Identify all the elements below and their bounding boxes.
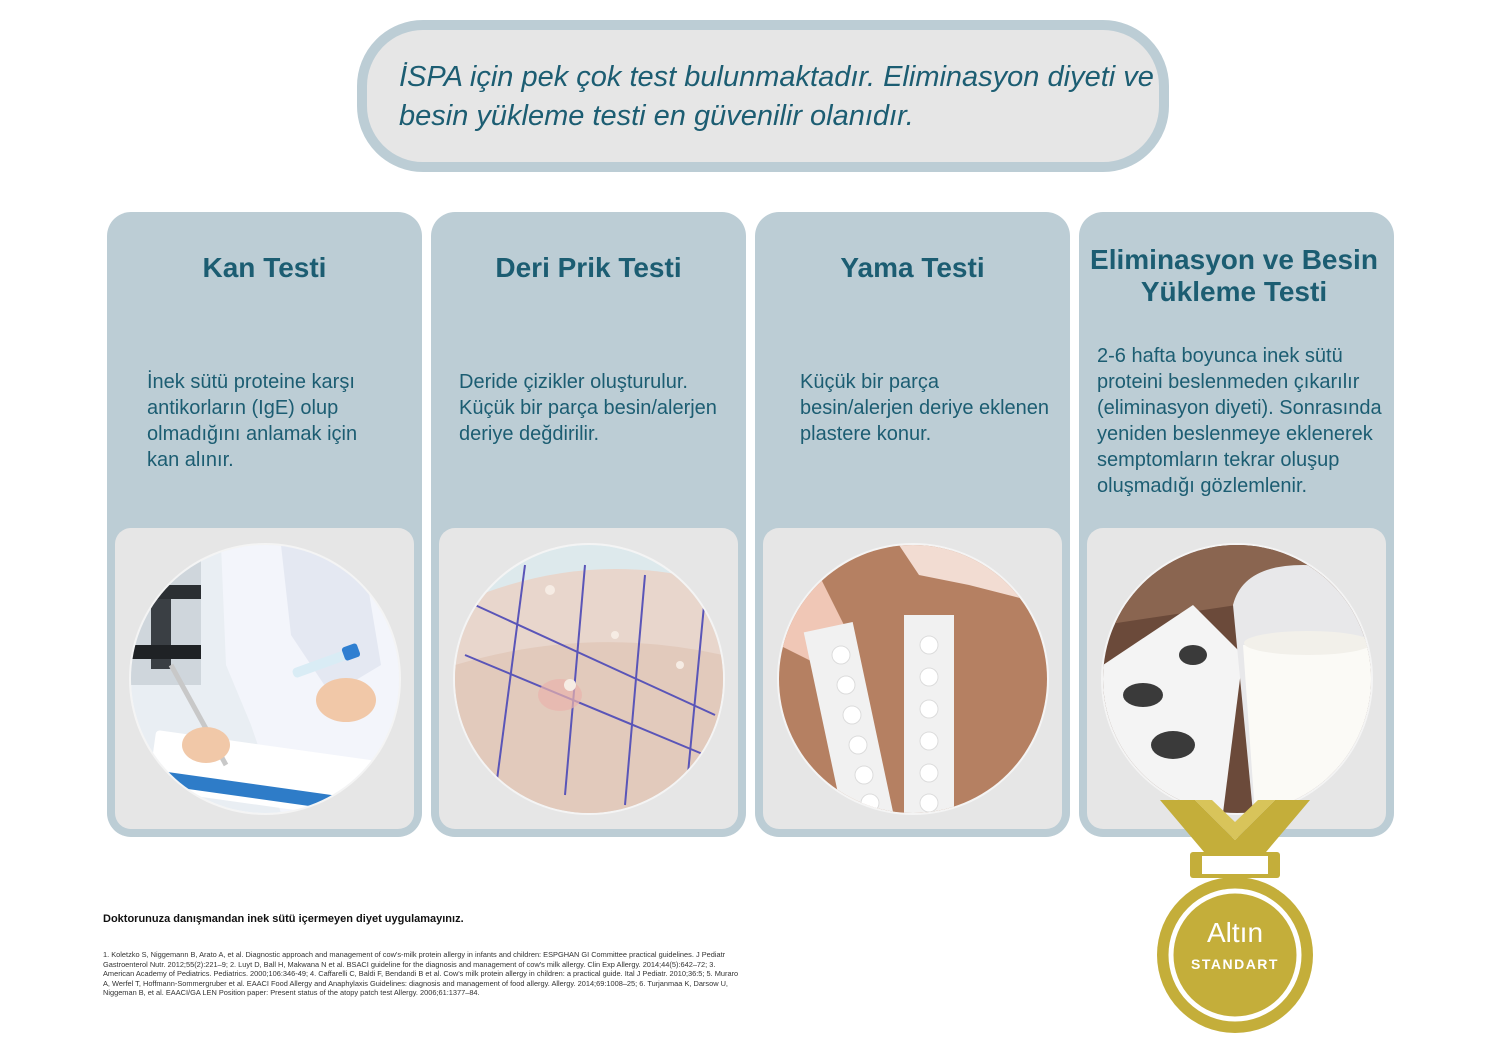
card-description: İnek sütü proteine karşı antikorların (IgE) olup olmadığını anlamak için kan alınır. (147, 371, 358, 471)
medal-sublabel: STANDART (1191, 956, 1279, 972)
card-description: Küçük bir parça besin/alerjen deriye eklenen plastere konur. (800, 371, 1050, 445)
intro-banner (357, 20, 1169, 172)
blood-test-photo (131, 545, 399, 813)
lab-scientist-illustration (131, 545, 399, 813)
milk-photo (1103, 545, 1371, 813)
image-panel (763, 528, 1062, 829)
image-panel (115, 528, 414, 829)
patch-test-photo (779, 545, 1047, 813)
card-title: Eliminasyon ve Besin Yükleme Testi (1090, 244, 1378, 307)
intro-text: İSPA için pek çok test bulunmaktadır. Eliminasyon diyeti ve besin yükleme testi en güvenilir olanıdır. (399, 61, 1154, 132)
skin-prick-photo (455, 545, 723, 813)
card-patch-test (755, 212, 1070, 837)
medal-label: Altın (1206, 917, 1264, 948)
card-title: Kan Testi (202, 252, 327, 283)
card-description: 2-6 hafta boyunca inek sütü proteini beslenmeden çıkarılır (eliminasyon diyeti). Sonrasında yeniden beslenmeye eklenerek semptomların tekrar oluşup oluşmadığı gözlemlenir. (1097, 345, 1382, 497)
skin-prick-illustration (455, 545, 723, 813)
card-elimination-test (1079, 212, 1394, 837)
patch-test-illustration (779, 545, 1047, 813)
card-title: Yama Testi (840, 252, 985, 283)
card-blood-test (107, 212, 422, 837)
image-panel (1087, 528, 1386, 829)
warning-text: Doktorunuza danışmandan inek sütü içermeyen diyet uygulamayınız. (103, 913, 464, 925)
milk-glass-illustration (1103, 545, 1371, 813)
references: 1. Koletzko S, Niggemann B, Arato A, et al. Diagnostic approach and management of cow's-milk protein allergy in infants and children: ESPGHAN GI Committee practical guidelines. J Pediatr Gastroenterol Nutr. 2012;55(2):221–9; 2. Luyt D, Ball H, Makwana N et al. BSACI guideline for the diagnosis and management of cow's milk allergy. Clin Exp Allergy. 2014;44(5):642–72; 3. American Academy of Pediatrics. Pediatrics. 2000;106:346-49; 4. Caffarelli C, Baldi F, Bendandi B et al. Cow's milk protein allergy in children: a practical guide. Ital J Pediatr. 2010;36:5; 5. Muraro A, Werfel T, Hoffmann-Sommergruber et al. EAACI Food Allergy and Anaphylaxis Guidelines: diagnosis and management of food allergy. Allergy. 2014;69:1008–25; 6. Turjanmaa K, Darsow U, Niggeman B, et al. EAACI/GA LEN Position paper: Present status of the atopy patch test Allergy. 2006;61:1377–84. (103, 950, 739, 998)
card-skin-prick-test (431, 212, 746, 837)
card-title: Deri Prik Testi (495, 252, 682, 283)
card-description: Deride çizikler oluşturulur. Küçük bir parça besin/alerjen deriye değdirilir. (459, 371, 717, 445)
image-panel (439, 528, 738, 829)
